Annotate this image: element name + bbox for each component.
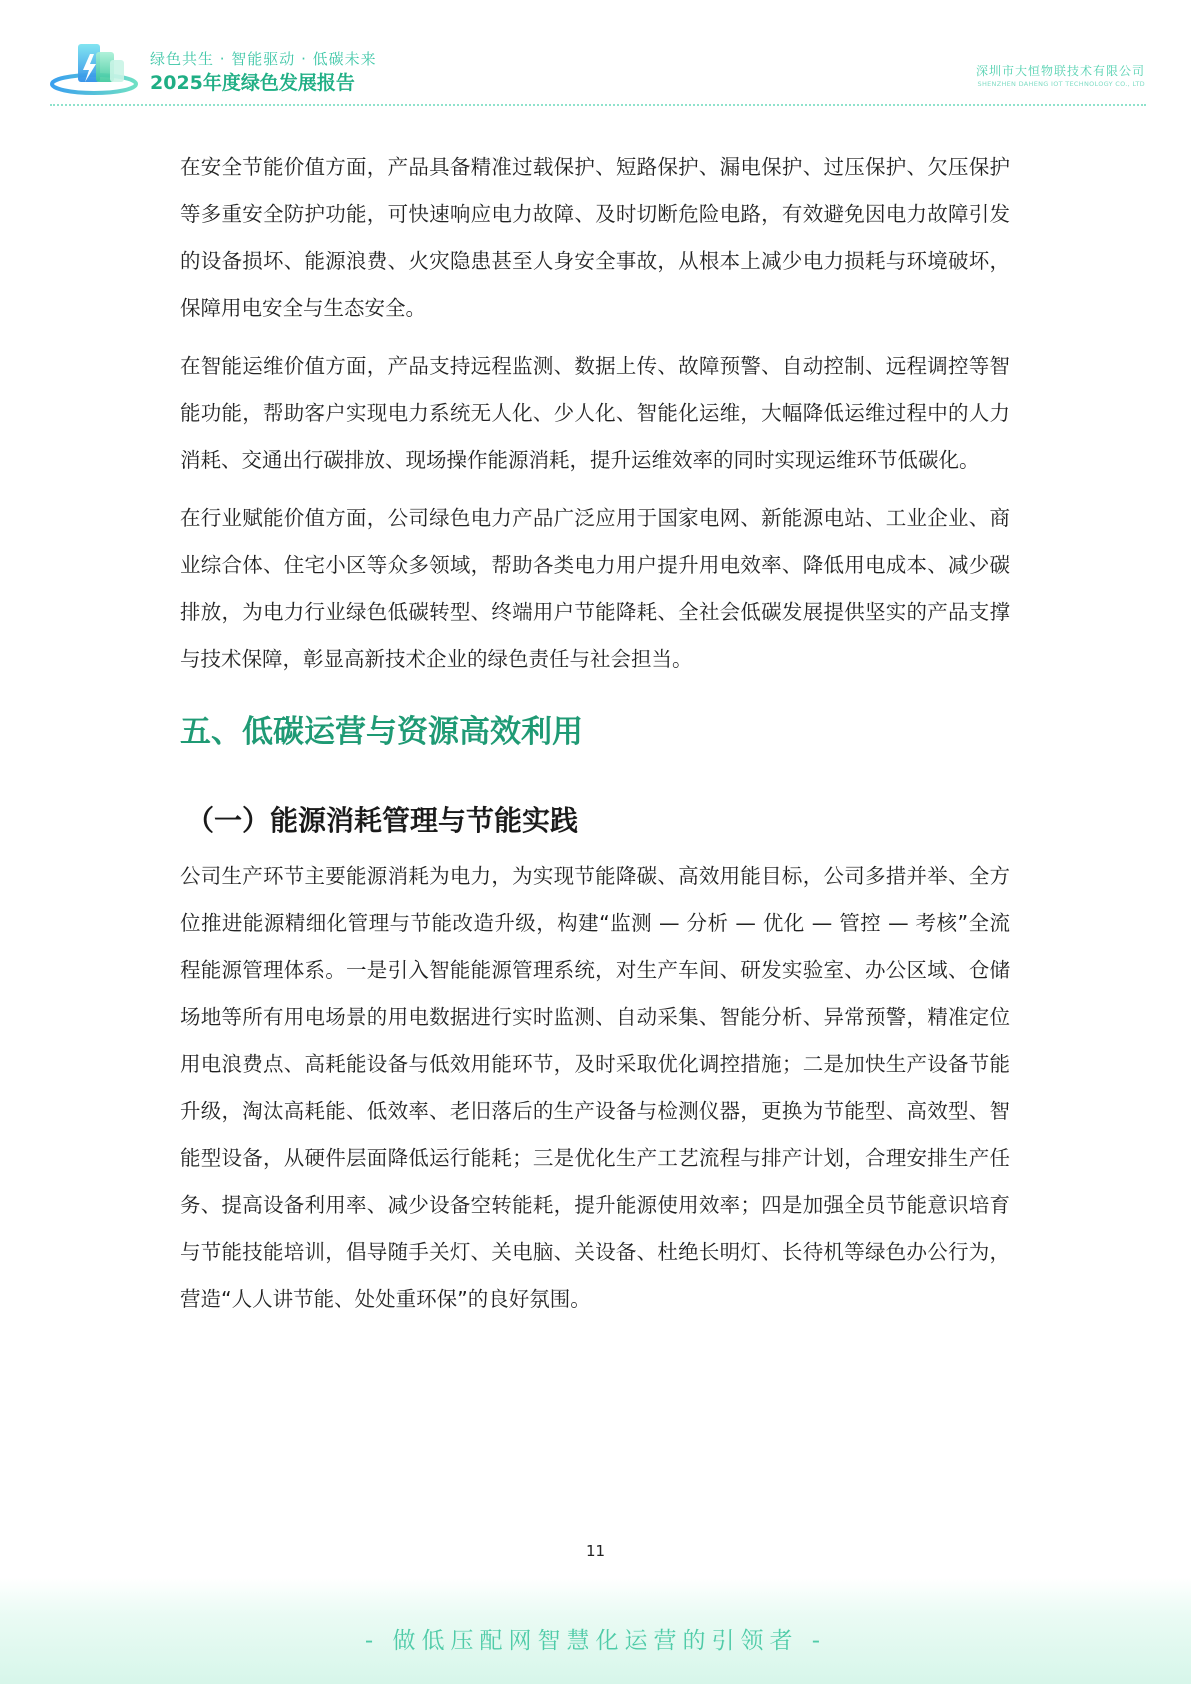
header-divider: [50, 104, 1146, 106]
report-title: 2025年度绿色发展报告: [150, 72, 355, 94]
footer-slogan: - 做低压配网智慧化运营的引领者 -: [364, 1628, 827, 1654]
report-header: [0, 0, 1191, 110]
page-content: [180, 144, 1010, 1334]
sub-heading: （一）能源消耗管理与节能实践: [186, 804, 579, 837]
company-name-cn: 深圳市大恒物联技术有限公司: [975, 64, 1145, 78]
paragraph-smart-ops-value: 在智能运维价值方面，产品支持远程监测、数据上传、故障预警、自动控制、远程调控等智能功能，帮助客户实现电力系统无人化、少人化、智能化运维，大幅降低运维过程中的人力消耗、交通出行碳排放、现场操作能源消耗，提升运维效率的同时实现运维环节低碳化。: [180, 354, 1010, 472]
paragraph-industry-value: 在行业赋能价值方面，公司绿色电力产品广泛应用于国家电网、新能源电站、工业企业、商业综合体、住宅小区等众多领域，帮助各类电力用户提升用电效率、降低用电成本、减少碳排放，为电力行业绿色低碳转型、终端用户节能降耗、全社会低碳发展提供坚实的产品支撑与技术保障，彰显高新技术企业的绿色责任与社会担当。: [180, 506, 1010, 671]
paragraph-safety-value: 在安全节能价值方面，产品具备精准过载保护、短路保护、漏电保护、过压保护、欠压保护等多重安全防护功能，可快速响应电力故障、及时切断危险电路，有效避免因电力故障引发的设备损坏、能源浪费、火灾隐患甚至人身安全事故，从根本上减少电力损耗与环境破坏，保障用电安全与生态安全。: [180, 155, 1010, 320]
company-name-en: SHENZHEN DAHENG IOT TECHNOLOGY CO., LTD: [977, 80, 1145, 88]
section-heading: 五、低碳运营与资源高效利用: [180, 714, 583, 750]
lightning-bolt-buildings-logo-icon: [50, 38, 146, 96]
header-slogan: 绿色共生 · 智能驱动 · 低碳未来: [150, 50, 377, 68]
page-number: 11: [585, 1542, 606, 1560]
paragraph-energy-management: 公司生产环节主要能源消耗为电力，为实现节能降碳、高效用能目标，公司多措并举、全方位推进能源精细化管理与节能改造升级，构建“监测 — 分析 — 优化 — 管控 — 考核”全流程能源管理体系。一是引入智能能源管理系统，对生产车间、研发实验室、办公区域、仓储场地等所有用电场景的用电数据进行实时监测、自动采集、智能分析、异常预警，精准定位用电浪费点、高耗能设备与低效用能环节，及时采取优化调控措施；二是加快生产设备节能升级，淘汰高耗能、低效率、老旧落后的生产设备与检测仪器，更换为节能型、高效型、智能型设备，从硬件层面降低运行能耗；三是优化生产工艺流程与排产计划，合理安排生产任务、提高设备利用率、减少设备空转能耗，提升能源使用效率；四是加强全员节能意识培育与节能技能培训，倡导随手关灯、关电脑、关设备、杜绝长明灯、长待机等绿色办公行为，营造“人人讲节能、处处重环保”的良好氛围。: [180, 864, 1010, 1311]
